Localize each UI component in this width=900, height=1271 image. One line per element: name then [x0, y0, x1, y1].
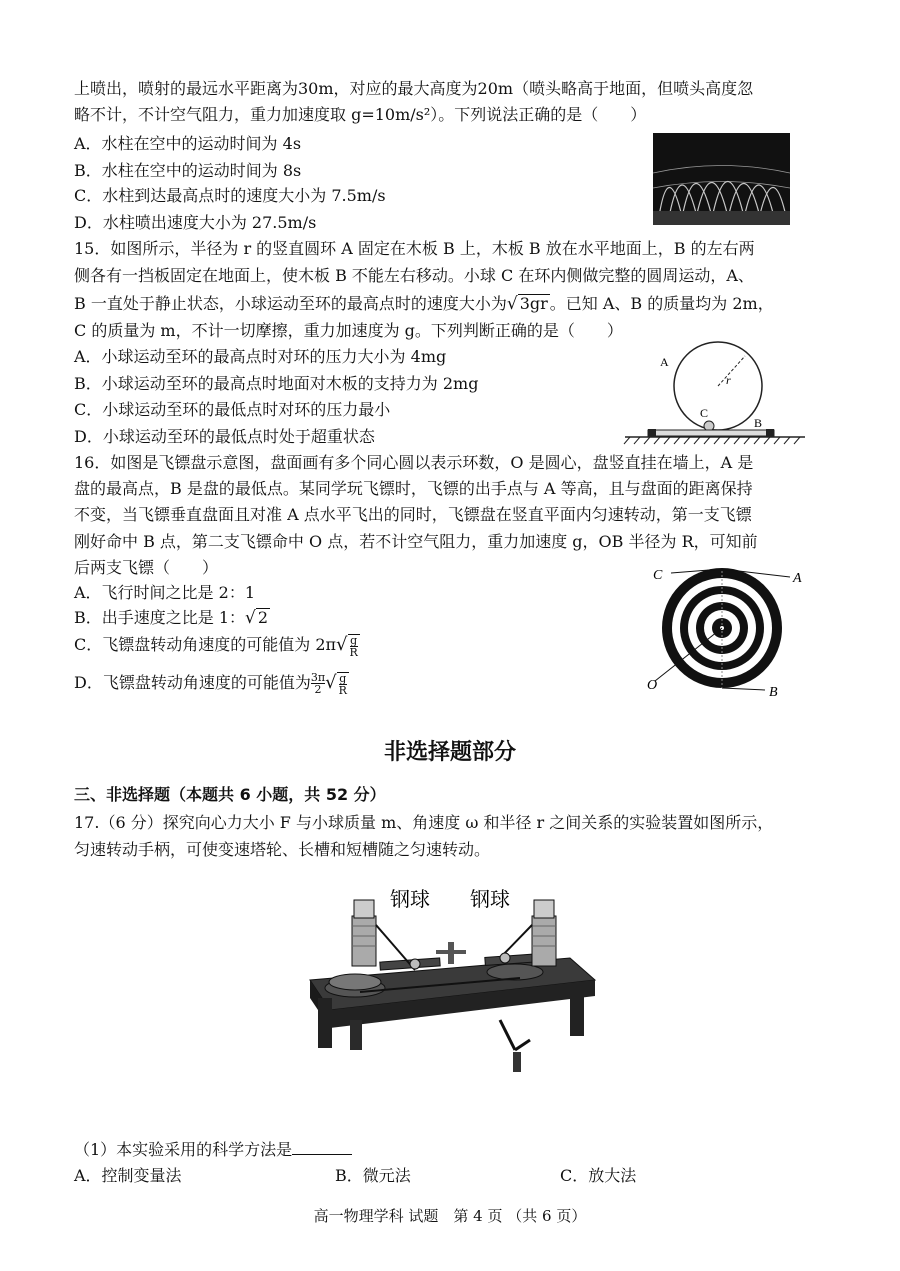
q16-option-a: A．飞行时间之比是 2：1 [74, 583, 256, 602]
q16-line2: 盘的最高点，B 是盘的最低点。某同学玩飞镖时，飞镖的出手点与 A 等高，且与盘面的距离保持 [74, 479, 753, 498]
dartboard-figure [645, 563, 815, 703]
ring-board-figure [620, 340, 810, 452]
dart-label-c: C [653, 568, 663, 583]
q14-line1: 上喷出，喷射的最远水平距离为30m，对应的最大高度为20m（喷头略高于地面，但喷头高度忽 [74, 79, 754, 98]
q16-option-b: B．出手速度之比是 1：√ 2 [74, 608, 269, 628]
q15-option-b: B．小球运动至环的最高点时地面对木板的支持力为 2mg [74, 374, 479, 393]
q16-d-coef-num: 3π [310, 671, 326, 684]
q15-line3-start: B 一直处于静止状态，小球运动至环的最高点时的速度大小为 [74, 294, 507, 313]
q16-line3: 不变，当飞镖垂直盘面且对准 A 点水平飞出的同时，飞镖盘在竖直平面内匀速转动，第一支飞镖 [74, 505, 752, 524]
q16-option-b-text: B．出手速度之比是 1： [74, 608, 246, 627]
q15-sqrt: 3gr [519, 294, 548, 313]
dart-label-a: A [793, 571, 802, 586]
ring-label-b: B [754, 416, 763, 430]
q17-sub1 [74, 1138, 352, 1161]
dart-label-b: B [769, 685, 778, 700]
dart-label-o: O [647, 678, 658, 693]
section-3-title: 三、非选择题（本题共 6 小题，共 52 分） [74, 785, 386, 804]
ring-label-a: A [660, 355, 669, 369]
q15-line1: 15．如图所示，半径为 r 的竖直圆环 A 固定在木板 B 上，木板 B 放在水平地面上，B 的左右两 [74, 239, 755, 258]
q15-line3: B 一直处于静止状态，小球运动至环的最高点时的速度大小为√ 3gr 。已知 A、B 的质量均为 2m， [74, 294, 774, 314]
q14-option-b: B．水柱在空中的运动时间为 8s [74, 161, 302, 180]
section-title: 非选择题部分 [383, 740, 516, 765]
q14-option-a: A．水柱在空中的运动时间为 4s [74, 134, 302, 153]
q14-option-d: D．水柱喷出速度大小为 27.5m/s [74, 213, 317, 232]
q15-option-c: C．小球运动至环的最低点时对环的压力最小 [74, 400, 391, 419]
q16-option-c-text: C．飞镖盘转动角速度的可能值为 2π [74, 635, 337, 654]
q16-d-frac-den: R [338, 683, 347, 697]
q15-option-d: D．小球运动至环的最低点时处于超重状态 [74, 427, 375, 446]
q16-option-d-text: D．飞镖盘转动角速度的可能值为 [74, 673, 311, 692]
q17-option-c: C．放大法 [560, 1166, 637, 1185]
q16-option-b-sqrt: 2 [257, 608, 269, 627]
q16-option-c: C．飞镖盘转动角速度的可能值为 2π√ $\frac{g}{R}$ [74, 633, 358, 659]
q17-line1: 17.（6 分）探究向心力大小 F 与小球质量 m、角速度 ω 和半径 r 之间关系的实验装置如图所示， [74, 813, 774, 832]
q14-option-c: C．水柱到达最高点时的速度大小为 7.5m/s [74, 186, 386, 205]
q16-option-d: D．飞镖盘转动角速度的可能值为 $\frac{3\pi}{2}$ √ $\frac{g}{R}$ [74, 671, 347, 697]
q16-d-frac-num: g [339, 671, 347, 685]
page-footer: 高一物理学科 试题 第 4 页 （共 6 页） [313, 1207, 587, 1225]
q17-line2: 匀速转动手柄，可使变速塔轮、长槽和短槽随之匀速转动。 [74, 840, 491, 859]
q14-line2: 略不计，不计空气阻力，重力加速度取 g=10m/s²）。下列说法正确的是（ ） [74, 105, 647, 124]
q16-d-coef-den: 2 [314, 683, 322, 696]
q15-option-a: A．小球运动至环的最高点时对环的压力大小为 4mg [74, 347, 447, 366]
q17-option-a: A．控制变量法 [74, 1166, 182, 1185]
q16-c-frac-den: R [349, 645, 358, 659]
q16-c-frac-num: g [350, 633, 358, 647]
answer-blank [292, 1138, 352, 1155]
ring-label-r: r [726, 373, 731, 387]
q16-line5: 后两支飞镖（ ） [74, 558, 219, 577]
q15-line4: C 的质量为 m，不计一切摩擦，重力加速度为 g。下列判断正确的是（ ） [74, 321, 623, 340]
fountain-photo [653, 133, 790, 225]
q15-line3-end: 。已知 A、B 的质量均为 2m， [549, 294, 774, 313]
q15-line2: 侧各有一挡板固定在地面上，使木板 B 不能左右移动。小球 C 在环内侧做完整的圆周运动，A、 [74, 266, 754, 285]
centripetal-apparatus-figure [290, 880, 610, 1085]
label-steel-ball-left: 钢球 [390, 887, 430, 911]
q17-option-b: B．微元法 [335, 1166, 411, 1185]
label-steel-ball-right: 钢球 [470, 887, 510, 911]
ring-label-c: C [700, 406, 709, 420]
q17-sub1-text: （1）本实验采用的科学方法是 [74, 1140, 293, 1159]
q16-line1: 16．如图是飞镖盘示意图，盘面画有多个同心圆以表示环数，O 是圆心，盘竖直挂在墙上，A 是 [74, 453, 754, 472]
q16-line4: 刚好命中 B 点，第二支飞镖命中 O 点，若不计空气阻力，重力加速度 g，OB 半径为 R，可知前 [74, 532, 758, 551]
